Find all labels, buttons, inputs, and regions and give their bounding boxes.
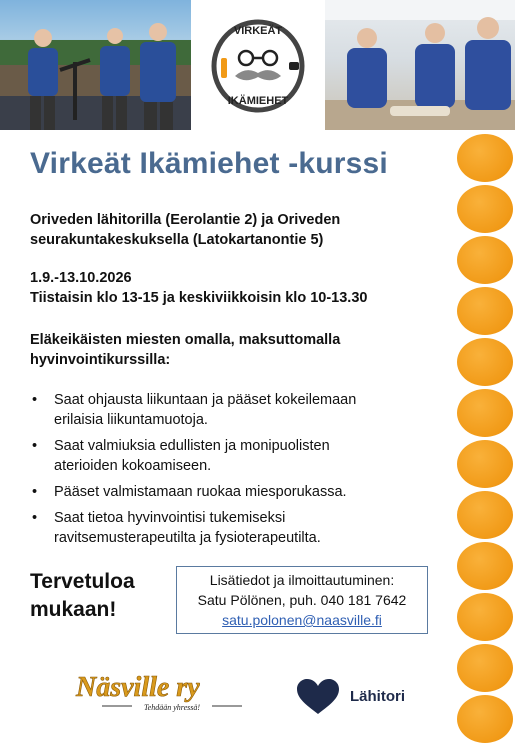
logo-bottom-text: IKÄMIEHET (227, 95, 289, 107)
logo-top-text: VIRKEÄT (233, 25, 283, 37)
orange-dot (457, 287, 513, 335)
naasville-name: Näsville ry (76, 672, 200, 703)
list-item (30, 482, 430, 502)
bullet-icon: • (32, 484, 38, 500)
welcome-line: Tervetuloa (30, 570, 135, 593)
contact-email-link[interactable]: satu.polonen@naasville.fi (222, 612, 382, 628)
orange-dot (457, 440, 513, 488)
contact-info-box (176, 566, 428, 634)
bullet-icon: • (32, 392, 38, 408)
welcome-text (30, 568, 135, 624)
list-item-line: Pääset valmistamaan ruokaa miesporukassa. (54, 484, 347, 500)
photo-cooking-group (325, 0, 515, 130)
list-item-line: ravitsemusterapeutilta ja fysioterapeutilta. (54, 530, 321, 546)
list-item (30, 508, 430, 548)
naasville-logo-image (72, 666, 262, 716)
list-item-line: aterioiden kokoamiseen. (54, 458, 212, 474)
course-location (30, 210, 450, 250)
orange-dot (457, 593, 513, 641)
orange-dot (457, 185, 513, 233)
bullet-icon: • (32, 438, 38, 454)
contact-heading: Lisätiedot ja ilmoittautuminen: (209, 572, 395, 588)
welcome-line: mukaan! (30, 598, 117, 621)
heart-icon (295, 678, 341, 718)
list-item (30, 436, 430, 476)
orange-dot (457, 338, 513, 386)
photo-cooking-group-image (325, 0, 515, 130)
date-range: 1.9.-13.10.2026 (30, 270, 132, 286)
list-item-line: Saat ohjausta liikuntaan ja pääset kokeilemaan (54, 392, 357, 408)
naasville-logo (72, 666, 262, 716)
bullet-icon: • (32, 510, 38, 526)
location-line: seurakuntakeskuksella (Latokartanontie 5) (30, 232, 324, 248)
location-line: Oriveden lähitorilla (Eerolantie 2) ja Oriveden (30, 212, 341, 228)
photo-outdoor-exercise (0, 0, 191, 130)
list-item (30, 390, 430, 430)
orange-dot (457, 389, 513, 437)
orange-dot (457, 542, 513, 590)
list-item-line: Saat tietoa hyvinvointisi tukemiseksi (54, 510, 286, 526)
course-intro (30, 330, 410, 370)
photo-outdoor-exercise-image (0, 0, 191, 130)
orange-dot (457, 491, 513, 539)
logo-emblem (191, 0, 325, 130)
virkeat-ikamiehet-logo (191, 0, 325, 130)
intro-line: hyvinvointikurssilla: (30, 352, 171, 368)
orange-dot (457, 644, 513, 692)
orange-dot (457, 236, 513, 284)
orange-dot (457, 695, 513, 743)
weekly-times: Tiistaisin klo 13-15 ja keskiviikkoisin klo 10-13.30 (30, 290, 368, 306)
naasville-slogan: Tehdään yhressä! (143, 703, 201, 712)
lahitori-logo (295, 678, 425, 718)
course-dates (30, 268, 450, 308)
decorative-orange-dots (455, 130, 515, 744)
lahitori-name: Lähitori (350, 688, 405, 705)
benefit-list (30, 390, 430, 554)
page-title: Virkeät Ikämiehet -kurssi (30, 147, 388, 180)
intro-line: Eläkeikäisten miesten omalla, maksuttomalla (30, 332, 341, 348)
list-item-line: erilaisia liikuntamuotoja. (54, 412, 208, 428)
orange-dot (457, 134, 513, 182)
contact-person: Satu Pölönen, puh. 040 181 7642 (197, 592, 407, 608)
list-item-line: Saat valmiuksia edullisten ja monipuolisten (54, 438, 330, 454)
